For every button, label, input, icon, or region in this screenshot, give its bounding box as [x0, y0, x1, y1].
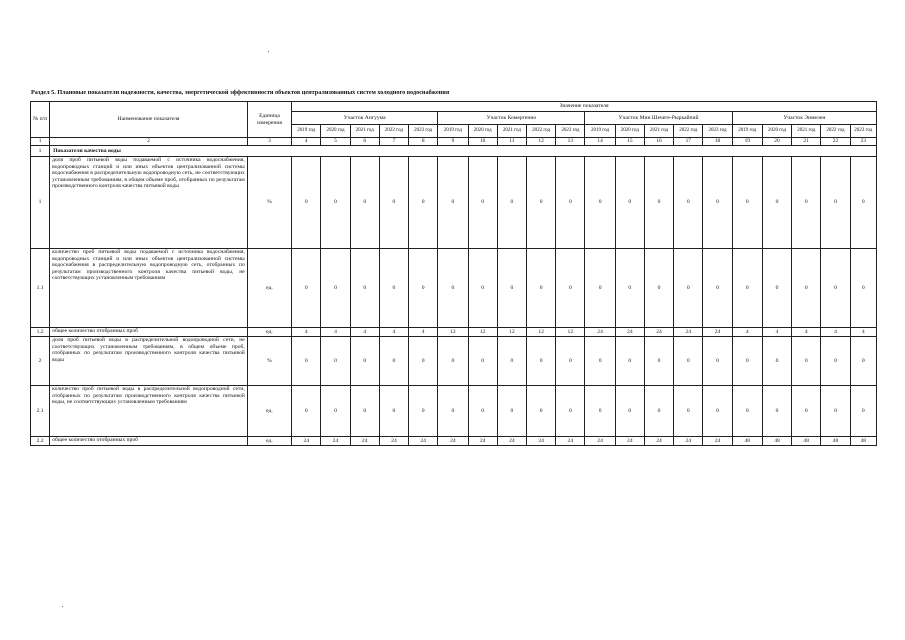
value-cell: 0: [585, 386, 615, 437]
value-cell: 24: [350, 437, 379, 446]
row-num: 1: [31, 157, 50, 249]
indicators-table: [30, 101, 877, 446]
table-row: [31, 157, 877, 249]
value-cell: 24: [674, 437, 703, 446]
value-cell: 0: [497, 386, 526, 437]
value-cell: 12: [438, 328, 468, 337]
value-cell: 48: [762, 437, 791, 446]
section-num: 1: [31, 146, 50, 157]
value-cell: 0: [321, 249, 350, 328]
value-cell: 0: [438, 386, 468, 437]
column-number: 3: [247, 138, 291, 146]
value-cell: 0: [556, 249, 585, 328]
value-cell: 0: [703, 249, 732, 328]
value-cell: 4: [379, 328, 408, 337]
value-cell: 0: [409, 337, 438, 386]
value-cell: 0: [379, 337, 408, 386]
value-cell: 0: [292, 337, 321, 386]
value-cell: 24: [644, 328, 673, 337]
scan-speck: [62, 606, 63, 607]
value-cell: 0: [468, 157, 497, 249]
header-year: 2023 год: [556, 125, 585, 138]
column-number: 1: [31, 138, 50, 146]
value-cell: 0: [379, 386, 408, 437]
value-cell: 0: [762, 157, 791, 249]
value-cell: 4: [732, 328, 762, 337]
header-year: 2021 год: [792, 125, 821, 138]
header-year: 2019 год: [585, 125, 615, 138]
value-cell: 0: [585, 337, 615, 386]
value-cell: 24: [321, 437, 350, 446]
column-number: 18: [703, 138, 732, 146]
value-cell: 0: [321, 157, 350, 249]
unit: ед.: [247, 386, 291, 437]
unit: ед.: [247, 437, 291, 446]
value-cell: 24: [409, 437, 438, 446]
value-cell: 0: [527, 157, 556, 249]
header-year: 2020 год: [321, 125, 350, 138]
header-year: 2023 год: [703, 125, 732, 138]
value-cell: 0: [792, 157, 821, 249]
value-cell: 0: [674, 249, 703, 328]
value-cell: 0: [438, 157, 468, 249]
value-cell: 0: [379, 157, 408, 249]
value-cell: 0: [674, 157, 703, 249]
header-year: 2019 год: [732, 125, 762, 138]
value-cell: 0: [497, 249, 526, 328]
value-cell: 0: [556, 386, 585, 437]
table-row: [31, 328, 877, 337]
header-year: 2023 год: [409, 125, 438, 138]
value-cell: 24: [585, 437, 615, 446]
value-cell: 0: [409, 249, 438, 328]
value-cell: 0: [674, 386, 703, 437]
row-num: 1.2: [31, 328, 50, 337]
value-cell: 12: [556, 328, 585, 337]
header-year: 2020 год: [762, 125, 791, 138]
value-cell: 0: [703, 386, 732, 437]
value-cell: 4: [409, 328, 438, 337]
value-cell: 24: [703, 437, 732, 446]
value-cell: 48: [821, 437, 850, 446]
value-cell: 0: [644, 157, 673, 249]
value-cell: 0: [732, 157, 762, 249]
value-cell: 24: [585, 328, 615, 337]
value-cell: 0: [585, 157, 615, 249]
value-cell: 0: [762, 337, 791, 386]
table-row: [31, 437, 877, 446]
value-cell: 0: [468, 337, 497, 386]
header-values-group: Значение показателя: [292, 102, 877, 112]
value-cell: 24: [292, 437, 321, 446]
column-number: 22: [821, 138, 850, 146]
value-cell: 0: [732, 249, 762, 328]
column-number: 13: [556, 138, 585, 146]
value-cell: 0: [762, 249, 791, 328]
row-num: 1.1: [31, 249, 50, 328]
column-number: 15: [615, 138, 644, 146]
value-cell: 0: [703, 157, 732, 249]
header-year: 2019 год: [438, 125, 468, 138]
value-cell: 0: [585, 249, 615, 328]
indicator-name: доля проб питьевой воды подаваемой с источника водоснабжения, водопроводных станций и или иных объектов централизованной системы водоснабжения в распределительную водопроводную сеть, не соответствующих установленным требованиям, в общем объеме проб, отобранных по результатам производственного контроля качества питьевой воды: [50, 157, 248, 249]
value-cell: 12: [468, 328, 497, 337]
value-cell: 0: [292, 386, 321, 437]
header-year: 2022 год: [527, 125, 556, 138]
value-cell: 48: [732, 437, 762, 446]
value-cell: 12: [527, 328, 556, 337]
value-cell: 0: [762, 386, 791, 437]
value-cell: 12: [497, 328, 526, 337]
value-cell: 0: [350, 157, 379, 249]
value-cell: 0: [350, 337, 379, 386]
column-number: 9: [438, 138, 468, 146]
column-number: 8: [409, 138, 438, 146]
value-cell: 24: [556, 437, 585, 446]
value-cell: 0: [850, 249, 876, 328]
value-cell: 4: [821, 328, 850, 337]
value-cell: 48: [792, 437, 821, 446]
column-number: 2: [50, 138, 248, 146]
header-name: Наименование показателя: [50, 102, 248, 138]
table-row: [31, 337, 877, 386]
value-cell: 0: [321, 386, 350, 437]
section-heading: Показатели качества воды: [50, 146, 877, 157]
value-cell: 0: [556, 157, 585, 249]
column-number: 14: [585, 138, 615, 146]
value-cell: 24: [674, 328, 703, 337]
column-number: 20: [762, 138, 791, 146]
value-cell: 0: [409, 157, 438, 249]
value-cell: 0: [321, 337, 350, 386]
indicator-name: общее количество отобранных проб: [50, 328, 248, 337]
value-cell: 0: [792, 249, 821, 328]
header-year: 2022 год: [674, 125, 703, 138]
value-cell: 4: [350, 328, 379, 337]
value-cell: 0: [527, 249, 556, 328]
value-cell: 0: [644, 337, 673, 386]
header-year: 2022 год: [379, 125, 408, 138]
value-cell: 24: [644, 437, 673, 446]
header-unit: Единица измерения: [247, 102, 291, 138]
value-cell: 24: [468, 437, 497, 446]
value-cell: 0: [292, 157, 321, 249]
header-site: Участок Ангуума: [292, 112, 438, 125]
value-cell: 0: [497, 157, 526, 249]
value-cell: 24: [438, 437, 468, 446]
header-site: Участок Комергенно: [438, 112, 585, 125]
value-cell: 0: [438, 249, 468, 328]
column-number: 17: [674, 138, 703, 146]
value-cell: 0: [792, 337, 821, 386]
header-year: 2021 год: [350, 125, 379, 138]
value-cell: 0: [821, 386, 850, 437]
row-num: 2.2: [31, 437, 50, 446]
value-cell: 0: [821, 157, 850, 249]
value-cell: 0: [615, 249, 644, 328]
value-cell: 0: [350, 386, 379, 437]
value-cell: 0: [732, 337, 762, 386]
value-cell: 0: [850, 386, 876, 437]
value-cell: 0: [674, 337, 703, 386]
value-cell: 4: [762, 328, 791, 337]
value-cell: 0: [850, 157, 876, 249]
column-number: 12: [527, 138, 556, 146]
value-cell: 0: [438, 337, 468, 386]
value-cell: 24: [703, 328, 732, 337]
header-year: 2019 год: [292, 125, 321, 138]
value-cell: 0: [350, 249, 379, 328]
column-number: 4: [292, 138, 321, 146]
value-cell: 0: [615, 337, 644, 386]
value-cell: 24: [615, 328, 644, 337]
column-number: 16: [644, 138, 673, 146]
unit: %: [247, 157, 291, 249]
value-cell: 0: [644, 249, 673, 328]
value-cell: 0: [292, 249, 321, 328]
value-cell: 0: [497, 337, 526, 386]
value-cell: 24: [379, 437, 408, 446]
header-year: 2020 год: [468, 125, 497, 138]
column-number: 10: [468, 138, 497, 146]
unit: ед.: [247, 249, 291, 328]
column-number: 19: [732, 138, 762, 146]
value-cell: 0: [850, 337, 876, 386]
value-cell: 0: [615, 157, 644, 249]
value-cell: 0: [615, 386, 644, 437]
value-cell: 24: [497, 437, 526, 446]
column-number: 11: [497, 138, 526, 146]
section-title: Раздел 5. Плановые показатели надежности, качества, энергетической эффективности объектов централизованных систем холодного водоснабжения: [31, 89, 450, 96]
value-cell: 48: [850, 437, 876, 446]
header-site: Участок Мин Шечеге-Рыркайпий: [585, 112, 732, 125]
value-cell: 24: [615, 437, 644, 446]
value-cell: 0: [468, 249, 497, 328]
value-cell: 0: [468, 386, 497, 437]
value-cell: 0: [703, 337, 732, 386]
indicator-name: доля проб питьевой воды в распределительной водопроводной сети, не соответствующих установленным требованиям, в общем объеме проб, отобранных по результатам производственного контроля качества питьевой воды: [50, 337, 248, 386]
value-cell: 4: [850, 328, 876, 337]
value-cell: 4: [292, 328, 321, 337]
indicator-name: количество проб питьевой воды в распределительной водопроводной сети, отобранных по результатам производственного контроля качества питьевой воды, не соответствующих установленным требованиям: [50, 386, 248, 437]
header-year: 2023 год: [850, 125, 876, 138]
value-cell: 4: [792, 328, 821, 337]
table-row: [31, 386, 877, 437]
column-number: 23: [850, 138, 876, 146]
value-cell: 0: [732, 386, 762, 437]
value-cell: 0: [527, 386, 556, 437]
indicator-name: общее количество отобранных проб: [50, 437, 248, 446]
scan-speck: [268, 51, 269, 52]
value-cell: 0: [644, 386, 673, 437]
indicator-name: количество проб питьевой воды подаваемой с источника водоснабжения, водопроводных станций и или иных объектов централизованной системы водоснабжения в распределительную водопроводную сеть, отобранных по результатам производственного контроля качества питьевой воды, не соответствующих установленным требованиям: [50, 249, 248, 328]
header-year: 2021 год: [644, 125, 673, 138]
value-cell: 0: [527, 337, 556, 386]
value-cell: 24: [527, 437, 556, 446]
column-number: 6: [350, 138, 379, 146]
header-site: Участок Энмелен: [732, 112, 876, 125]
column-number: 21: [792, 138, 821, 146]
value-cell: 0: [409, 386, 438, 437]
row-num: 2: [31, 337, 50, 386]
column-number: 5: [321, 138, 350, 146]
table-row: [31, 249, 877, 328]
unit: %: [247, 337, 291, 386]
column-number: 7: [379, 138, 408, 146]
unit: ед.: [247, 328, 291, 337]
value-cell: 0: [792, 386, 821, 437]
row-num: 2.1: [31, 386, 50, 437]
value-cell: 0: [821, 337, 850, 386]
value-cell: 0: [821, 249, 850, 328]
header-num: № п/п: [31, 102, 50, 138]
header-year: 2021 год: [497, 125, 526, 138]
value-cell: 4: [321, 328, 350, 337]
header-year: 2020 год: [615, 125, 644, 138]
value-cell: 0: [556, 337, 585, 386]
value-cell: 0: [379, 249, 408, 328]
header-year: 2022 год: [821, 125, 850, 138]
